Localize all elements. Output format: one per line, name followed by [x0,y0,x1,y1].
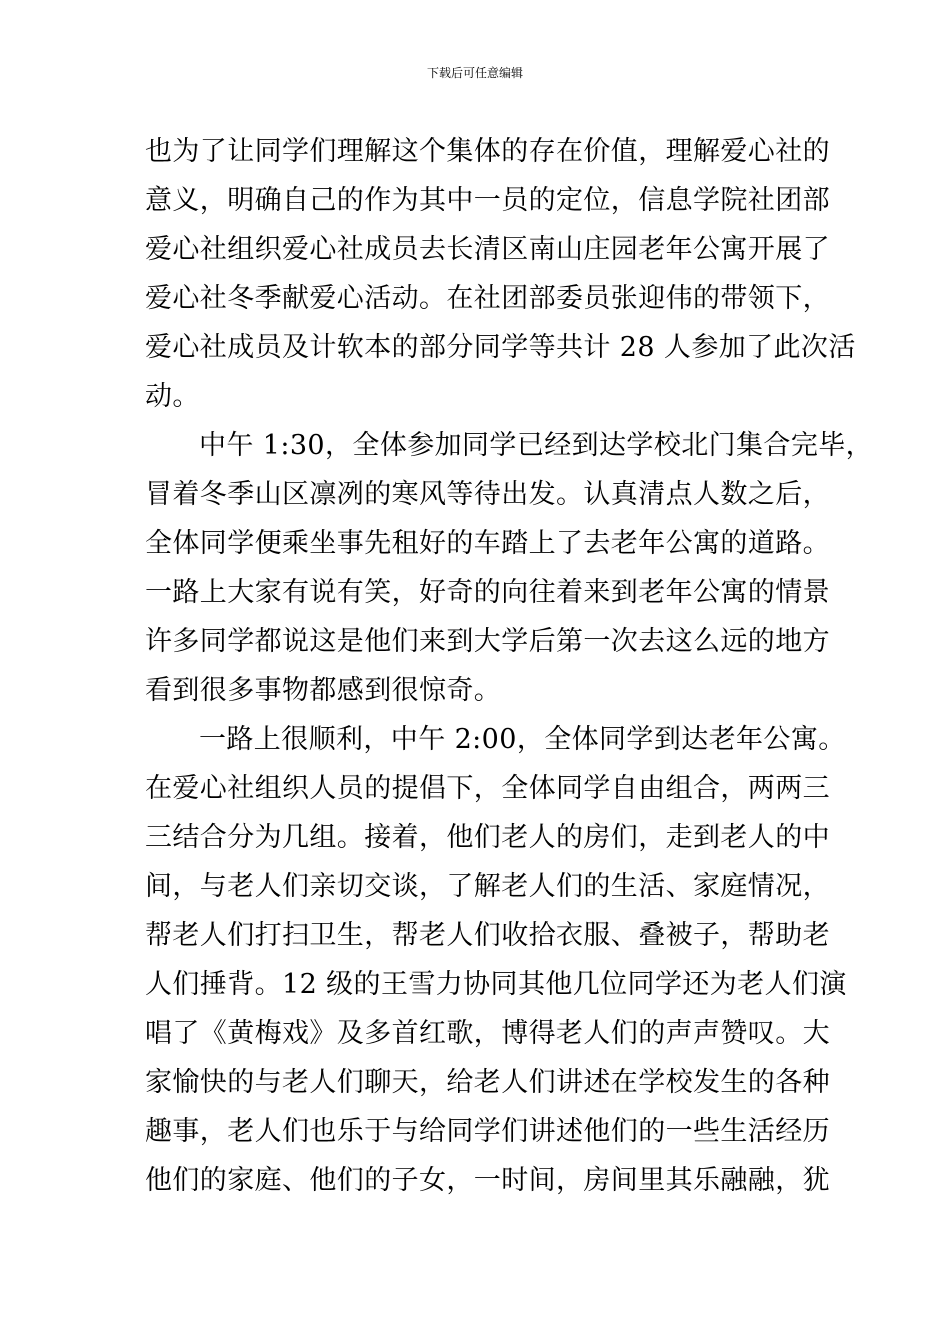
text-line: 看到很多事物都感到很惊奇。 [145,675,502,706]
text-line: 人们捶背。12 级的王雪力协同其他几位同学还为老人们演 [145,969,847,1000]
text-line: 唱了《黄梅戏》及多首红歌，博得老人们的声声赞叹。大 [145,1018,830,1049]
text-line: 中午 1:30，全体参加同学已经到达学校北门集合完毕， [199,430,874,461]
paragraph-3 [145,715,847,1205]
text-line: 他们的家庭、他们的子女，一时间，房间里其乐融融，犹 [145,1165,830,1196]
text-line: 家愉快的与老人们聊天，给老人们讲述在学校发生的各种 [145,1067,830,1098]
paragraph-1 [145,127,856,421]
text-line: 爱心社成员及计软本的部分同学等共计 28 人参加了此次活 [145,332,856,363]
text-line: 三结合分为几组。接着，他们老人的房们，走到老人的中 [145,822,830,853]
text-line: 一路上很顺利，中午 2:00，全体同学到达老年公寓。 [199,724,846,755]
text-line: 爱心社冬季献爱心活动。在社团部委员张迎伟的带领下， [145,283,830,314]
text-line: 在爱心社组织人员的提倡下，全体同学自由组合，两两三 [145,773,830,804]
text-line: 冒着冬季山区凛冽的寒风等待出发。认真清点人数之后， [145,479,830,510]
text-line: 间，与老人们亲切交谈，了解老人们的生活、家庭情况， [145,871,830,902]
paragraph-2 [145,421,874,715]
text-line: 许多同学都说这是他们来到大学后第一次去这么远的地方 [145,626,830,657]
text-line: 意义，明确自己的作为其中一员的定位，信息学院社团部 [145,185,830,216]
text-line: 也为了让同学们理解这个集体的存在价值，理解爱心社的 [145,136,830,167]
text-line: 一路上大家有说有笑，好奇的向往着来到老年公寓的情景 [145,577,830,608]
text-line: 全体同学便乘坐事先租好的车踏上了去老年公寓的道路。 [145,528,830,559]
document-body [145,127,874,1205]
text-line: 趣事，老人们也乐于与给同学们讲述他们的一些生活经历 [145,1116,830,1147]
text-line: 动。 [145,381,200,412]
text-line: 爱心社组织爱心社成员去长清区南山庄园老年公寓开展了 [145,234,830,265]
text-line: 帮老人们打扫卫生，帮老人们收拾衣服、叠被子，帮助老 [145,920,830,951]
page-header: 下载后可任意编辑 [426,66,523,80]
